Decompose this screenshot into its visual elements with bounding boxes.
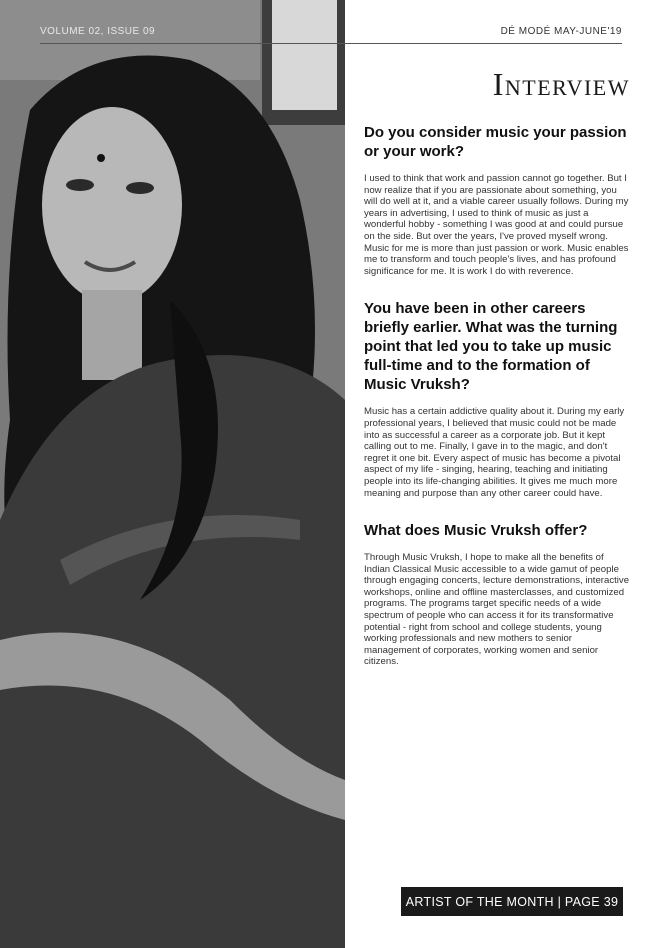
footer-label: ARTIST OF THE MONTH | PAGE 39: [405, 894, 619, 909]
question-3: What does Music Vruksh offer?: [364, 522, 588, 540]
issue-label: VOLUME 02, ISSUE 09: [40, 26, 156, 37]
question-1: Do you consider music your passion or your work?: [364, 124, 627, 160]
section-title: Interview: [492, 66, 630, 102]
header-divider: [40, 43, 622, 44]
footer-badge: [401, 887, 623, 916]
answer-1: I used to think that work and passion cannot go together. But I now realize that if you are passionate about something, you will do well at it, and a viable career usually follows. During my years in advertising, I used to think of music as just a wonderful hobby - something I was good at and could pursue on the side. But over the years, I've proved myself wrong. Music for me is more than just passion or work. Music enables me to transform and touch people's lives, and has profound significance for me. It is work I do with reverence.: [364, 173, 629, 277]
answer-2: Music has a certain addictive quality about it. During my early professional years, I believed that music could not be made into as successful a career as a corporate job. But it kept calling out to me. Finally, I gave in to the magic, and don't regret it one bit. Every aspect of music has become a pivotal aspect of my life - singing, hearing, teaching and initiating people into its life-changing abilities. It gives me much more meaning and purpose than any other career could have.: [364, 406, 625, 499]
answer-3: Through Music Vruksh, I hope to make all the benefits of Indian Classical Music accessible to a wide gamut of people through engaging concerts, lecture demonstrations, interactive workshops, online and offline masterclasses, and customized programs. The programs target specific needs of a wide spectrum of people who can access it for its transformative potential - right from school and college students, young working professionals and new mothers to senior management of corporates, working women and senior citizens.: [364, 552, 630, 668]
magazine-issue-label: DÉ MODÉ MAY-JUNE'19: [500, 26, 622, 37]
interview-column: [362, 58, 630, 690]
question-2: You have been in other careers briefly earlier. What was the turning point that led you to take up music full-time and to the formation of Music Vruksh?: [364, 300, 618, 394]
